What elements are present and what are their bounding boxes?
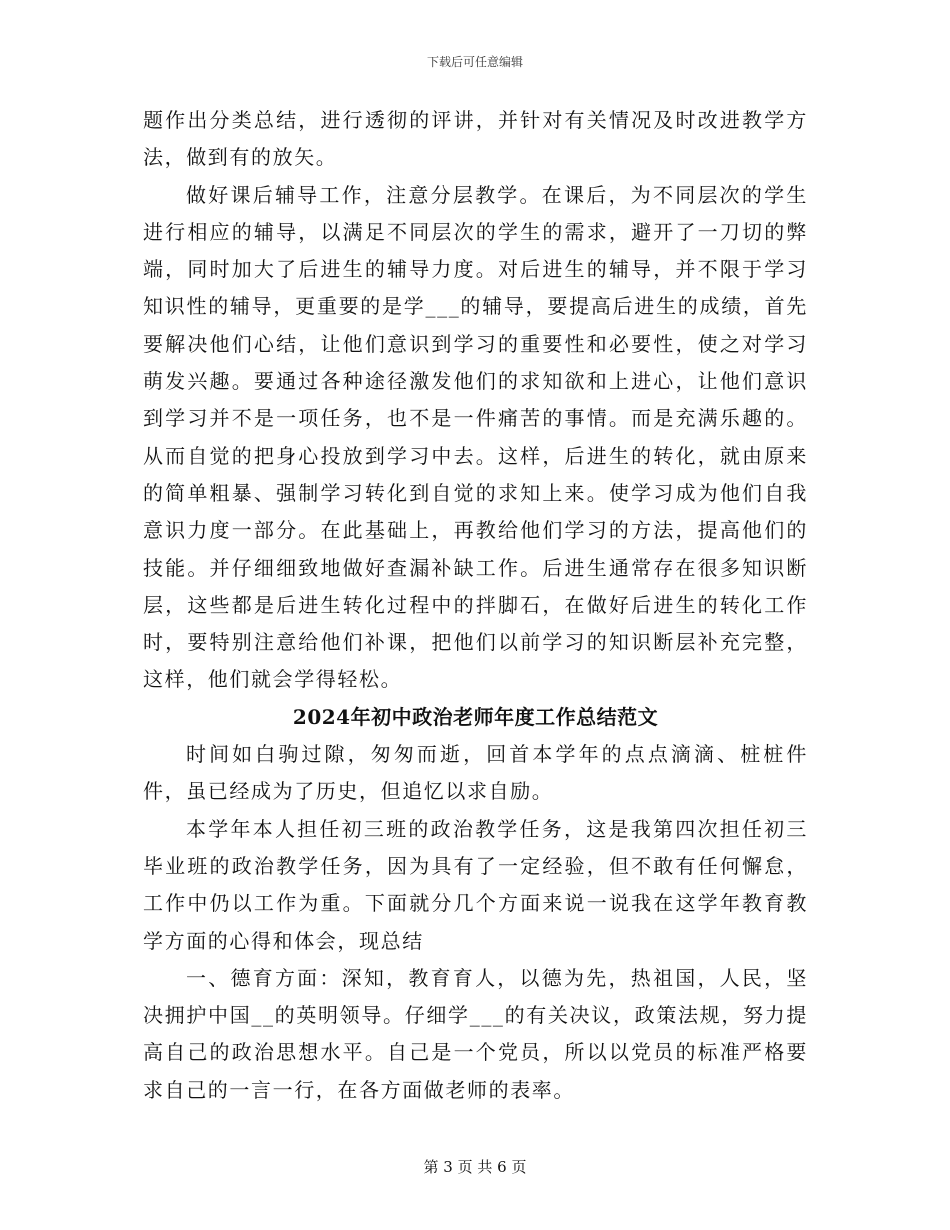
section-title: 2024年初中政治老师年度工作总结范文 bbox=[292, 704, 659, 729]
document-body bbox=[143, 102, 808, 1109]
page-number: 第 3 页 共 6 页 bbox=[423, 1158, 527, 1176]
paragraph-continuation: 题作出分类总结，进行透彻的评讲，并针对有关情况及时改进教学方法，做到有的放矢。 bbox=[143, 108, 808, 170]
paragraph-overview: 本学年本人担任初三班的政治教学任务，这是我第四次担任初三毕业班的政治教学任务，因为具有了一定经验，但不敢有任何懈怠，工作中仍以工作为重。下面就分几个方面来说一说我在这学年教育教学方面的心得和体会，现总结 bbox=[143, 816, 808, 953]
paragraph-tutoring: 做好课后辅导工作，注意分层教学。在课后，为不同层次的学生进行相应的辅导，以满足不同层次的学生的需求，避开了一刀切的弊端，同时加大了后进生的辅导力度。对后进生的辅导，并不限于学习知识性的辅导，更重要的是学___的辅导，要提高后进生的成绩，首先要解决他们心结，让他们意识到学习的重要性和必要性，使之对学习萌发兴趣。要通过各种途径激发他们的求知欲和上进心，让他们意识到学习并不是一项任务，也不是一件痛苦的事情。而是充满乐趣的。从而自觉的把身心投放到学习中去。这样，后进生的转化，就由原来的简单粗暴、强制学习转化到自觉的求知上来。使学习成为他们自我意识力度一部分。在此基础上，再教给他们学习的方法，提高他们的技能。并仔细细致地做好查漏补缺工作。后进生通常存在很多知识断层，这些都是后进生转化过程中的拌脚石，在做好后进生的转化工作时，要特别注意给他们补课，把他们以前学习的知识断层补充完整，这样，他们就会学得轻松。 bbox=[143, 182, 808, 692]
paragraph-intro: 时间如白驹过隙，匆匆而逝，回首本学年的点点滴滴、桩桩件件，虽已经成为了历史，但追忆以求自励。 bbox=[143, 742, 808, 804]
header-note: 下载后可任意编辑 bbox=[426, 55, 523, 69]
paragraph-moral-education: 一、德育方面：深知，教育育人，以德为先，热祖国，人民，坚决拥护中国__的英明领导。仔细学___的有关决议，政策法规，努力提高自己的政治思想水平。自己是一个党员，所以以党员的标准严格要求自己的一言一行，在各方面做老师的表率。 bbox=[143, 965, 808, 1102]
